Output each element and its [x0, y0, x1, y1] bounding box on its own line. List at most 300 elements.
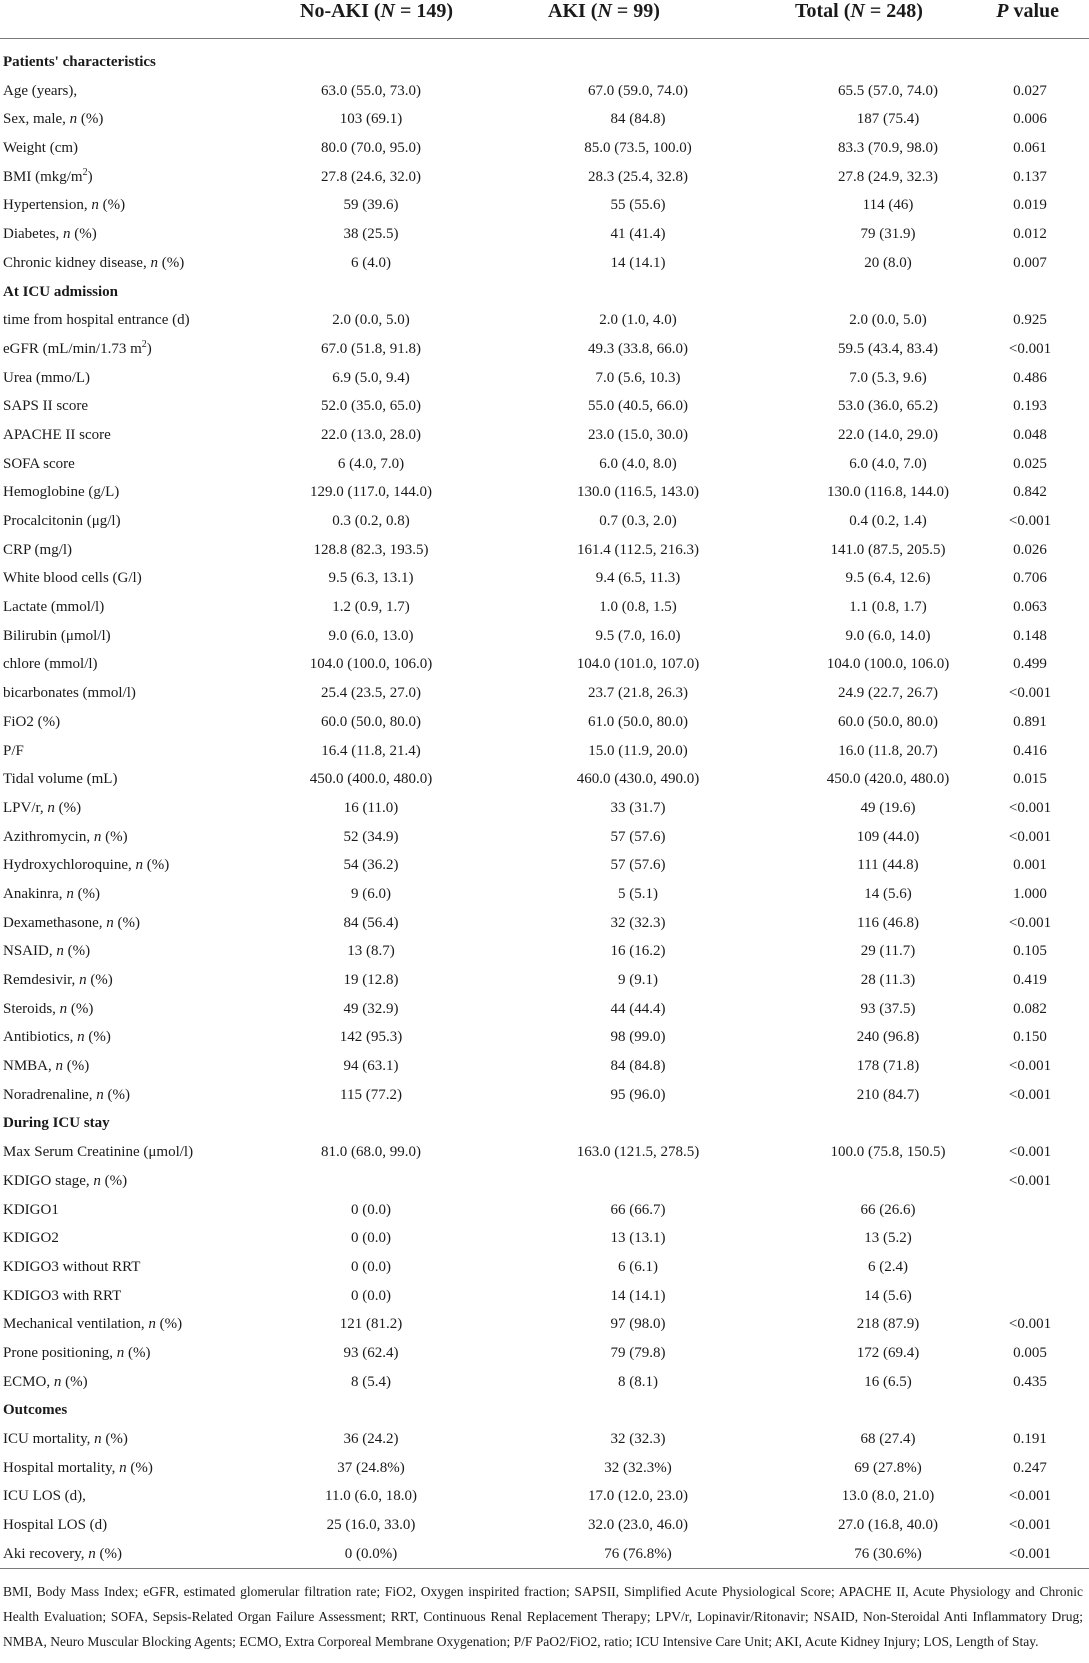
cell-total: 27.8 (24.9, 32.3): [838, 168, 938, 185]
table-row: [0, 220, 1089, 249]
cell-total: 130.0 (116.8, 144.0): [827, 484, 949, 501]
cell-aki: 161.4 (112.5, 216.3): [577, 541, 699, 558]
cell-p: <0.001: [1008, 1488, 1052, 1505]
top-rule: [0, 38, 1089, 39]
cell-aki: 9.4 (6.5, 11.3): [595, 570, 681, 587]
cell-total: 172 (69.4): [856, 1344, 920, 1361]
cell-p: 0.891: [1013, 713, 1047, 730]
cell-label: Hospital mortality, n (%): [3, 1459, 153, 1476]
cell-total: 83.3 (70.9, 98.0): [838, 140, 938, 157]
table-row: [0, 306, 1089, 335]
cell-aki: 41 (41.4): [610, 226, 666, 243]
cell-noaki: 6 (4.0, 7.0): [337, 455, 405, 472]
table-row: [0, 708, 1089, 737]
cell-aki: 23.0 (15.0, 30.0): [588, 426, 688, 443]
table-row: [0, 105, 1089, 134]
cell-label: Outcomes: [3, 1402, 68, 1419]
cell-p: 0.019: [1013, 197, 1047, 214]
cell-noaki: 115 (77.2): [340, 1086, 402, 1103]
cell-aki: 14 (14.1): [610, 1287, 666, 1304]
cell-total: 14 (5.6): [864, 1287, 912, 1304]
cell-noaki: 37 (24.8%): [337, 1459, 405, 1476]
cell-label: time from hospital entrance (d): [3, 312, 190, 329]
cell-p: 0.193: [1013, 398, 1047, 415]
cell-aki: 104.0 (101.0, 107.0): [576, 656, 700, 673]
cell-label: Diabetes, n (%): [3, 226, 97, 243]
cell-label: SAPS II score: [3, 398, 88, 415]
cell-noaki: 36 (24.2): [343, 1431, 399, 1447]
cell-p: 0.419: [1013, 972, 1047, 988]
cell-aki: 17.0 (12.0, 23.0): [588, 1488, 688, 1505]
cell-noaki: 9 (6.0): [351, 885, 391, 902]
cell-noaki: 60.0 (50.0, 80.0): [321, 713, 421, 730]
cell-label: eGFR (mL/min/1.73 $m^2$): [3, 338, 152, 357]
cell-total: 60.0 (50.0, 80.0): [838, 713, 938, 730]
cell-p: 0.048: [1013, 426, 1047, 443]
cell-total: 7.0 (5.3, 9.6): [849, 369, 927, 386]
cell-total: 27.0 (16.8, 40.0): [838, 1517, 938, 1534]
cell-noaki: 103 (69.1): [339, 111, 403, 128]
cell-noaki: 49 (32.9): [343, 1000, 399, 1017]
cell-aki: 6 (6.1): [618, 1258, 658, 1275]
cell-p: 0.499: [1013, 656, 1047, 673]
table-row: [0, 679, 1089, 708]
cell-total: 100.0 (75.8, 150.5): [830, 1144, 946, 1161]
cell-noaki: 9.0 (6.0, 13.0): [328, 627, 414, 644]
cell-aki: 84 (84.8): [610, 1058, 666, 1075]
cell-total: 79 (31.9): [860, 226, 916, 243]
cell-total: 13 (5.2): [864, 1230, 912, 1247]
cell-total: 0.4 (0.2, 1.4): [849, 513, 927, 529]
table-row: [0, 1540, 1089, 1569]
cell-total: 9.5 (6.4, 12.6): [845, 570, 931, 587]
cell-label: ECMO, n (%): [3, 1373, 88, 1390]
cell-label: ICU LOS (d),: [3, 1488, 86, 1505]
cell-total: 6.0 (4.0, 7.0): [849, 455, 927, 472]
cell-aki: 28.3 (25.4, 32.8): [588, 168, 688, 185]
table-row: [0, 1081, 1089, 1110]
cell-p: 0.247: [1013, 1459, 1047, 1476]
cell-label: KDIGO1: [3, 1201, 59, 1218]
cell-aki: 98 (99.0): [610, 1029, 666, 1046]
cell-total: 14 (5.6): [864, 885, 912, 902]
cell-total: 16 (6.5): [864, 1373, 912, 1390]
cell-aki: 32 (32.3): [610, 1431, 666, 1447]
cell-p: 0.063: [1013, 599, 1047, 616]
cell-p: 0.015: [1013, 771, 1047, 788]
cell-label: Noradrenaline, n (%): [3, 1086, 131, 1103]
cell-aki: 95 (96.0): [610, 1086, 666, 1103]
table-row: [0, 909, 1089, 938]
cell-p: 0.416: [1013, 742, 1047, 759]
cell-aki: 32 (32.3): [610, 914, 666, 931]
cell-aki: 32.0 (23.0, 46.0): [588, 1517, 688, 1534]
cell-total: 210 (84.7): [856, 1086, 920, 1103]
table-row: [0, 1368, 1089, 1397]
cell-label: Tidal volume (mL): [3, 771, 118, 788]
cell-noaki: 52.0 (35.0, 65.0): [321, 398, 421, 415]
cell-noaki: 80.0 (70.0, 95.0): [321, 140, 421, 157]
table-row: [0, 851, 1089, 880]
cell-label: APACHE II score: [3, 426, 111, 443]
cell-total: 76 (30.6%): [854, 1545, 922, 1562]
cell-aki: 16 (16.2): [610, 943, 666, 960]
cell-noaki: 8 (5.4): [351, 1373, 391, 1390]
cell-noaki: 67.0 (51.8, 91.8): [321, 340, 421, 357]
cell-aki: 79 (79.8): [610, 1344, 666, 1361]
cell-p: <0.001: [1008, 340, 1052, 357]
cell-label: KDIGO2: [3, 1230, 59, 1247]
cell-noaki: 16.4 (11.8, 21.4): [321, 742, 421, 759]
cell-label: NMBA, n (%): [3, 1058, 90, 1075]
cell-p: <0.001: [1008, 1144, 1052, 1161]
cell-total: 9.0 (6.0, 14.0): [845, 627, 931, 644]
cell-aki: 163.0 (121.5, 278.5): [576, 1144, 700, 1161]
cell-p: 0.007: [1013, 254, 1047, 271]
cell-aki: 61.0 (50.0, 80.0): [588, 713, 688, 730]
cell-aki: 9.5 (7.0, 16.0): [595, 627, 681, 644]
table-row: [0, 335, 1089, 364]
cell-noaki: 94 (63.1): [343, 1058, 399, 1075]
table-row: [0, 650, 1089, 679]
cell-p: 0.005: [1013, 1344, 1047, 1361]
cell-label: FiO2 (%): [3, 713, 61, 730]
cell-label: Anakinra, n (%): [3, 885, 101, 902]
cell-aki: 0.7 (0.3, 2.0): [599, 513, 677, 529]
table-row: [0, 1339, 1089, 1368]
cell-label: KDIGO3 without RRT: [3, 1258, 141, 1275]
cell-p: 1.000: [1013, 885, 1047, 902]
cell-noaki: 19 (12.8): [343, 972, 399, 988]
cell-total: 20 (8.0): [864, 254, 912, 271]
cell-p: <0.001: [1008, 1086, 1052, 1103]
cell-label: At ICU admission: [3, 283, 119, 300]
cell-aki: 8 (8.1): [618, 1373, 658, 1390]
cell-aki: 97 (98.0): [610, 1316, 666, 1333]
cell-total: 66 (26.6): [860, 1201, 916, 1218]
header-total: Total (N = 248): [795, 0, 923, 22]
cell-aki: 2.0 (1.0, 4.0): [599, 312, 677, 329]
cell-noaki: 13 (8.7): [347, 943, 395, 960]
cell-p: 0.137: [1013, 168, 1047, 185]
cell-p: 0.486: [1013, 369, 1047, 386]
section-header: [0, 278, 1089, 307]
cell-aki: 55 (55.6): [610, 197, 666, 214]
cell-noaki: 27.8 (24.6, 32.0): [321, 168, 421, 185]
table-row: [0, 1023, 1089, 1052]
cell-label: Sex, male, n (%): [3, 111, 104, 128]
cell-aki: 44 (44.4): [610, 1000, 666, 1017]
cell-p: 0.105: [1013, 943, 1047, 960]
cell-noaki: 0.3 (0.2, 0.8): [332, 513, 410, 529]
cell-total: 68 (27.4): [860, 1431, 916, 1447]
cell-noaki: 11.0 (6.0, 18.0): [325, 1488, 417, 1505]
cell-p: <0.001: [1008, 1058, 1052, 1075]
section-header: [0, 1109, 1089, 1138]
cell-aki: 76 (76.8%): [604, 1545, 672, 1562]
table-row: [0, 1310, 1089, 1339]
cell-p: <0.001: [1008, 828, 1052, 845]
table-row: [0, 392, 1089, 421]
cell-noaki: 25 (16.0, 33.0): [326, 1517, 416, 1534]
cell-p: 0.435: [1013, 1373, 1047, 1390]
table-row: [0, 593, 1089, 622]
cell-total: 24.9 (22.7, 26.7): [838, 685, 938, 702]
cell-aki: 57 (57.6): [610, 857, 666, 874]
header-pvalue: P value: [996, 0, 1059, 22]
cell-label: Hydroxychloroquine, n (%): [3, 857, 170, 874]
cell-noaki: 142 (95.3): [339, 1029, 403, 1046]
cell-total: 111 (44.8): [857, 857, 919, 874]
cell-noaki: 93 (62.4): [343, 1344, 399, 1361]
cell-noaki: 1.2 (0.9, 1.7): [332, 599, 410, 616]
table-row: [0, 564, 1089, 593]
cell-aki: 67.0 (59.0, 74.0): [588, 82, 688, 99]
cell-noaki: 129.0 (117.0, 144.0): [310, 484, 432, 501]
cell-total: 2.0 (0.0, 5.0): [849, 312, 927, 329]
cell-aki: 57 (57.6): [610, 828, 666, 845]
cell-label: During ICU stay: [3, 1115, 110, 1132]
cell-p: 0.026: [1013, 541, 1047, 558]
table-row: [0, 1511, 1089, 1540]
cell-total: 69 (27.8%): [854, 1459, 922, 1476]
cell-noaki: 0 (0.0): [351, 1287, 391, 1304]
cell-aki: 9 (9.1): [618, 972, 658, 988]
table-row: [0, 249, 1089, 278]
table-row: [0, 765, 1089, 794]
table-row: [0, 134, 1089, 163]
cell-noaki: 16 (11.0): [343, 799, 399, 816]
cell-aki: 5 (5.1): [618, 885, 658, 902]
cell-aki: 49.3 (33.8, 66.0): [588, 340, 688, 357]
table-row: [0, 536, 1089, 565]
cell-label: Patients' characteristics: [3, 54, 156, 70]
table-row: [0, 1482, 1089, 1511]
table-row: [0, 1282, 1089, 1311]
cell-label: Antibiotics, n (%): [3, 1029, 111, 1046]
table-row: [0, 1196, 1089, 1225]
table-row: [0, 737, 1089, 766]
cell-total: 141.0 (87.5, 205.5): [830, 541, 946, 558]
cell-label: SOFA score: [3, 455, 75, 472]
cell-noaki: 0 (0.0%): [344, 1545, 398, 1562]
cell-total: 450.0 (420.0, 480.0): [826, 771, 950, 788]
cell-label: Chronic kidney disease, n (%): [3, 254, 185, 271]
table-row: [0, 995, 1089, 1024]
table-row: [0, 1052, 1089, 1081]
cell-label: Remdesivir, n (%): [3, 972, 113, 988]
cell-aki: 460.0 (430.0, 490.0): [576, 771, 700, 788]
cell-total: 116 (46.8): [857, 914, 919, 931]
cell-noaki: 38 (25.5): [343, 226, 399, 243]
section-header: [0, 48, 1089, 77]
cell-noaki: 0 (0.0): [351, 1230, 391, 1247]
cell-total: 65.5 (57.0, 74.0): [838, 82, 938, 99]
cell-noaki: 121 (81.2): [339, 1316, 403, 1333]
table-row: [0, 478, 1089, 507]
cell-noaki: 52 (34.9): [343, 828, 399, 845]
cell-label: KDIGO stage, n (%): [3, 1172, 128, 1189]
cell-p: 0.025: [1013, 455, 1047, 472]
table-row: [0, 1138, 1089, 1167]
cell-p: 0.148: [1013, 627, 1047, 644]
cell-aki: 7.0 (5.6, 10.3): [595, 369, 681, 386]
cell-label: P/F: [3, 742, 24, 759]
cell-total: 6 (2.4): [868, 1258, 908, 1275]
cell-label: Hospital LOS (d): [3, 1517, 108, 1534]
table-row: [0, 1224, 1089, 1253]
header-aki: AKI (N = 99): [548, 0, 660, 22]
cell-aki: 33 (31.7): [610, 799, 666, 816]
table-row: [0, 1167, 1089, 1196]
cell-label: Hemoglobine (g/L): [3, 484, 120, 501]
table-row: [0, 1454, 1089, 1483]
cell-p: 0.061: [1013, 140, 1047, 157]
cell-aki: 23.7 (21.8, 26.3): [588, 685, 688, 702]
cell-label: Lactate (mmol/l): [3, 599, 105, 616]
cell-noaki: 22.0 (13.0, 28.0): [321, 426, 421, 443]
cell-p: 0.001: [1013, 857, 1047, 874]
cell-label: CRP (mg/l): [3, 541, 73, 558]
cell-noaki: 104.0 (100.0, 106.0): [309, 656, 433, 673]
table-header: [0, 0, 1089, 28]
cell-noaki: 2.0 (0.0, 5.0): [332, 312, 410, 329]
cell-label: Hypertension, n (%): [3, 197, 126, 214]
cell-label: Mechanical ventilation, n (%): [3, 1316, 183, 1333]
cell-total: 29 (11.7): [860, 943, 916, 960]
cell-noaki: 450.0 (400.0, 480.0): [309, 771, 433, 788]
table-row: [0, 421, 1089, 450]
cell-total: 187 (75.4): [856, 111, 920, 128]
cell-p: 0.082: [1013, 1000, 1047, 1017]
cell-noaki: 9.5 (6.3, 13.1): [328, 570, 414, 587]
cell-p: <0.001: [1008, 685, 1052, 702]
cell-noaki: 0 (0.0): [351, 1201, 391, 1218]
table-row: [0, 794, 1089, 823]
cell-label: Procalcitonin (μg/l): [3, 513, 121, 529]
cell-label: Azithromycin, n (%): [3, 828, 128, 845]
cell-label: Urea (mmo/L): [3, 369, 91, 386]
cell-p: <0.001: [1008, 1316, 1052, 1333]
cell-total: 178 (71.8): [856, 1058, 920, 1075]
table-row: [0, 77, 1089, 106]
cell-p: <0.001: [1008, 513, 1052, 529]
cell-aki: 6.0 (4.0, 8.0): [599, 455, 677, 472]
table-row: [0, 507, 1089, 536]
cell-label: KDIGO3 with RRT: [3, 1287, 122, 1304]
cell-noaki: 81.0 (68.0, 99.0): [321, 1144, 421, 1161]
cell-total: 22.0 (14.0, 29.0): [838, 426, 938, 443]
table-row: [0, 1253, 1089, 1282]
cell-p: 0.027: [1013, 82, 1047, 99]
table-row: [0, 937, 1089, 966]
cell-p: <0.001: [1008, 799, 1052, 816]
cell-noaki: 6 (4.0): [351, 254, 391, 271]
table-row: [0, 163, 1089, 192]
cell-label: BMI $(mkg/m^2)$: [3, 166, 93, 185]
cell-total: 93 (37.5): [860, 1000, 916, 1017]
cell-label: chlore (mmol/l): [3, 656, 98, 673]
cell-p: 0.191: [1013, 1431, 1047, 1447]
cell-noaki: 54 (36.2): [343, 857, 399, 874]
table-row: [0, 880, 1089, 909]
bottom-rule: [0, 1568, 1089, 1569]
header-noaki: No-AKI (N = 149): [300, 0, 454, 22]
table-row: [0, 364, 1089, 393]
cell-noaki: 25.4 (23.5, 27.0): [321, 685, 421, 702]
cell-total: 16.0 (11.8, 20.7): [838, 742, 938, 759]
cell-aki: 13 (13.1): [610, 1230, 666, 1247]
cell-label: Bilirubin (μmol/l): [3, 627, 111, 644]
cell-noaki: 6.9 (5.0, 9.4): [332, 369, 410, 386]
cell-label: White blood cells (G/l): [3, 570, 142, 587]
cell-aki: 130.0 (116.5, 143.0): [577, 484, 699, 501]
cell-p: 0.006: [1013, 111, 1047, 128]
cell-noaki: 0 (0.0): [351, 1258, 391, 1275]
cell-aki: 32 (32.3%): [604, 1459, 672, 1476]
cell-p: 0.150: [1013, 1029, 1047, 1046]
cell-label: Max Serum Creatinine (μmol/l): [3, 1144, 194, 1161]
cell-label: Steroids, n (%): [3, 1000, 94, 1017]
table-row: [0, 823, 1089, 852]
cell-aki: 55.0 (40.5, 66.0): [588, 398, 688, 415]
cell-label: bicarbonates (mmol/l): [3, 685, 136, 702]
table-row: [0, 966, 1089, 995]
cell-total: 13.0 (8.0, 21.0): [841, 1488, 935, 1505]
cell-total: 59.5 (43.4, 83.4): [838, 340, 938, 357]
cell-aki: 84 (84.8): [610, 111, 666, 128]
cell-label: Weight (cm): [3, 140, 79, 157]
table-row: [0, 450, 1089, 479]
footnote: BMI, Body Mass Index; eGFR, estimated glomerular filtration rate; FiO2, Oxygen inspirited fraction; SAPSII, Simplified Acute Physiological Score; APACHE II, Acute Physiology and Chronic Health Evaluation; SOFA, Sepsis-Related Organ Failure Assessment; RRT, Continuous Renal Replacement Therapy; LPV/r, Lopinavir/Ritonavir; NSAID, Non-Steroidal Anti Inflammatory Drug; NMBA, Neuro Muscular Blocking Agents; ECMO, Extra Corporeal Membrane Oxygenation; P/F PaO2/FiO2, ratio; ICU Intensive Care Unit; AKI, Acute Kidney Injury; LOS, Length of Stay.: [3, 1584, 1083, 1649]
cell-label: Aki recovery, n (%): [3, 1545, 122, 1562]
table-row: [0, 191, 1089, 220]
cell-p: 0.842: [1013, 484, 1047, 501]
cell-p: <0.001: [1008, 1172, 1052, 1189]
cell-total: 53.0 (36.0, 65.2): [838, 398, 938, 415]
cell-label: Prone positioning, n (%): [3, 1344, 151, 1361]
cell-p: 0.012: [1013, 226, 1047, 243]
cell-total: 49 (19.6): [860, 799, 916, 816]
cell-p: 0.706: [1013, 570, 1047, 587]
cell-total: 1.1 (0.8, 1.7): [849, 599, 927, 616]
cell-p: <0.001: [1008, 1545, 1052, 1562]
cell-noaki: 63.0 (55.0, 73.0): [321, 82, 421, 99]
section-header: [0, 1396, 1089, 1425]
cell-noaki: 128.8 (82.3, 193.5): [313, 541, 429, 558]
cell-aki: 66 (66.7): [610, 1201, 666, 1218]
table-row: [0, 622, 1089, 651]
cell-total: 104.0 (100.0, 106.0): [826, 656, 950, 673]
cell-label: Age (years),: [3, 82, 78, 99]
cell-aki: 15.0 (11.9, 20.0): [588, 742, 688, 759]
cell-noaki: 59 (39.6): [343, 197, 399, 214]
cell-label: LPV/r, n (%): [3, 799, 82, 816]
cell-noaki: 84 (56.4): [343, 914, 399, 931]
cell-p: <0.001: [1008, 914, 1052, 931]
cell-total: 28 (11.3): [860, 972, 916, 988]
cell-total: 240 (96.8): [856, 1029, 920, 1046]
cell-total: 109 (44.0): [856, 828, 920, 845]
cell-p: 0.925: [1013, 312, 1047, 329]
cell-p: <0.001: [1008, 1517, 1052, 1534]
table-row: [0, 1425, 1089, 1454]
table-body: [0, 48, 1089, 1568]
cell-label: NSAID, n (%): [3, 943, 91, 960]
cell-label: ICU mortality, n (%): [3, 1431, 128, 1447]
cell-aki: 1.0 (0.8, 1.5): [599, 599, 677, 616]
cell-total: 114 (46): [862, 197, 914, 214]
